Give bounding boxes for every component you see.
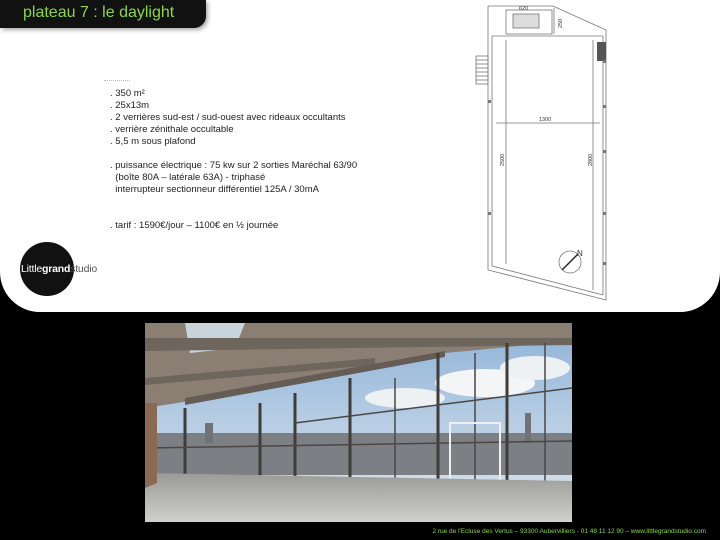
spec-item: . 25x13m (110, 100, 150, 111)
spec-item: . 2 verrières sud-est / sud-ouest avec rideaux occultants (110, 112, 346, 123)
dotted-rule (104, 80, 130, 81)
plan-dim-width: 1300 (539, 117, 552, 123)
spacer (110, 196, 357, 220)
north-label: N (577, 249, 583, 258)
page-title: plateau 7 : le daylight (23, 4, 175, 21)
power-item: (boîte 80A – latérale 63A) - triphasé (110, 172, 266, 183)
spec-item: . verrière zénithale occultable (110, 124, 234, 135)
plan-dim-top: 620 (519, 6, 529, 12)
logo-wordmark: Littlegrandstudio (21, 263, 97, 275)
studio-photo (145, 323, 572, 522)
title-tab (0, 0, 206, 28)
floor-plan (466, 0, 626, 305)
spec-item: . 350 m² (110, 88, 145, 99)
tarif: . tarif : 1590€/jour – 1100€ en ½ journée (110, 220, 279, 231)
spec-item: . 5,5 m sous plafond (110, 136, 196, 147)
plan-dim-right-top: 250 (558, 18, 564, 28)
plan-dim-right: 2800 (588, 153, 594, 166)
spec-list (110, 88, 357, 232)
power-item: interrupteur sectionneur différentiel 125A / 30mA (110, 184, 319, 195)
plan-dim-left: 2500 (500, 153, 506, 166)
spacer (110, 148, 357, 160)
power-item: . puissance électrique : 75 kw sur 2 sorties Maréchal 63/90 (110, 160, 358, 171)
footer-address: 2 rue de l'Ecluse des Vertus – 93300 Aubervilliers - 01 48 11 12 90 – www.littlegrandstudio.com (432, 528, 706, 535)
